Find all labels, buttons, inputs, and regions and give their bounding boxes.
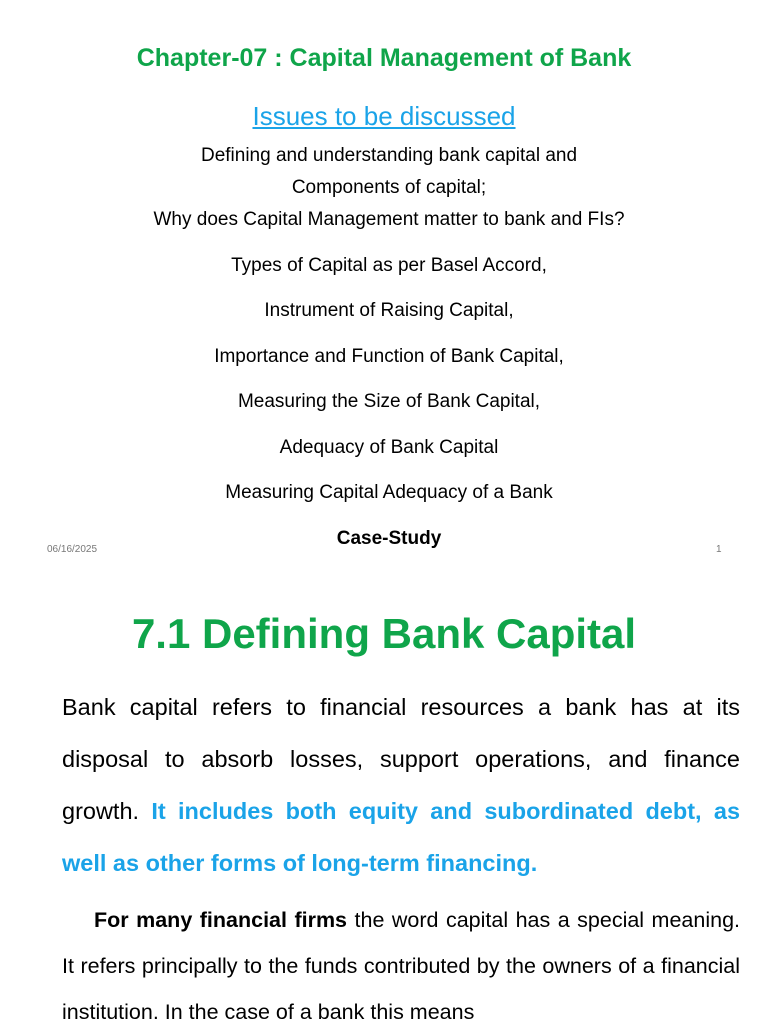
issue-item: Components of capital;: [291, 177, 487, 198]
case-study-label: Case-Study: [336, 528, 442, 549]
issue-item: Adequacy of Bank Capital: [279, 437, 499, 458]
definition-text: Bank capital refers to financial resources a bank has at its disposal to absorb losses, support operations, and finance growth.: [62, 694, 740, 824]
issue-item: Types of Capital as per Basel Accord,: [231, 255, 547, 276]
issue-item: Instrument of Raising Capital,: [264, 300, 514, 321]
issue-item: Defining and understanding bank capital and: [200, 145, 578, 166]
capital-meaning-paragraph: [62, 897, 740, 1035]
capital-meaning-text: the word capital has a special meaning. It refers principally to the funds contributed by the owners of a financial institution. In the case of a bank this means: [62, 908, 740, 1024]
issue-item: Measuring the Size of Bank Capital,: [237, 391, 541, 412]
issue-item: Measuring Capital Adequacy of a Bank: [225, 482, 553, 503]
section-heading: 7.1 Defining Bank Capital: [131, 610, 637, 657]
slide-date: 06/16/2025: [47, 544, 98, 555]
capital-meaning-bold: For many financial firms: [94, 908, 348, 932]
issue-item: Why does Capital Management matter to bank and FIs?: [153, 209, 625, 230]
issue-item: Importance and Function of Bank Capital,: [214, 346, 564, 367]
slide-page-number: 1: [716, 544, 722, 555]
chapter-title: Chapter-07 : Capital Management of Bank: [136, 44, 632, 72]
definition-highlight: It includes both equity and subordinated debt, as well as other forms of long-term financing.: [62, 798, 741, 876]
issues-subheading: Issues to be discussed: [252, 101, 516, 131]
definition-paragraph: [62, 681, 740, 889]
